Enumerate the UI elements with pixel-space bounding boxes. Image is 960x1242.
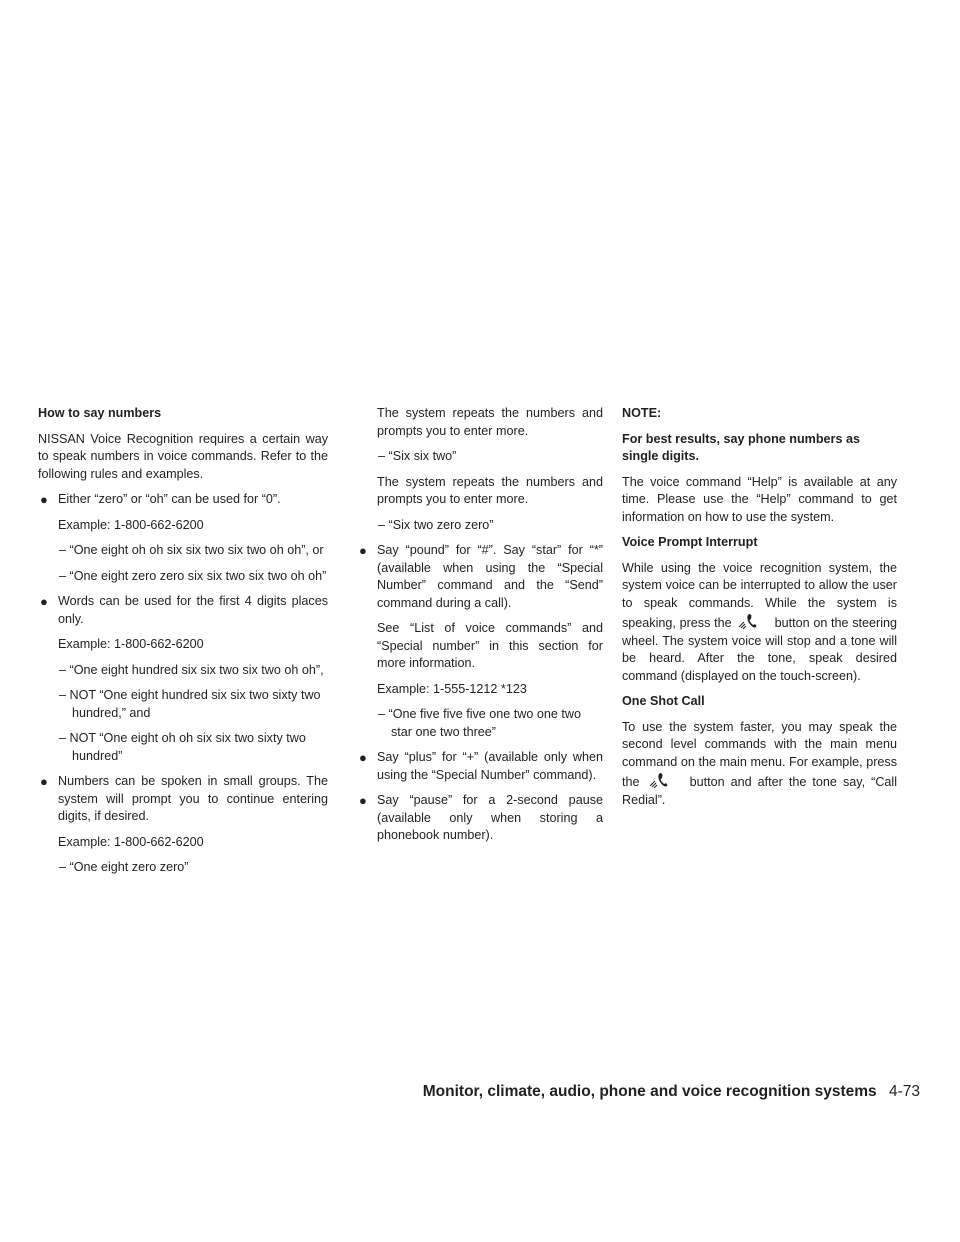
bullet-icon: ● [40,492,48,507]
page-number: 4-73 [888,1083,920,1100]
paragraph: The system repeats the numbers and prompts you to enter more. [377,406,603,438]
example-line: Example: 1-800-662-6200 [58,637,204,651]
example-line: Example: 1-800-662-6200 [58,517,204,532]
example-line: Example: 1-555-1212 *123 [377,681,527,696]
dash-item: – “One eight zero zero” [59,860,189,874]
footer-section-title: Monitor, climate, audio, phone and voice recognition systems [422,1083,877,1100]
note-bold-text: For best results, say phone numbers as single digits. [622,431,860,463]
column-left [38,405,328,885]
see-also-line: See “List of voice commands” and “Special number” in this section for more information. [377,621,603,670]
voice-talk-icon [648,771,670,789]
note-text: The voice command “Help” is available at any time. Please use the “Help” command to get information on how to use the system. [622,474,897,524]
dash-item: – “One eight hundred six six two six two oh oh”, [59,662,324,677]
bullet-small-groups [38,773,328,826]
column-right [622,405,897,817]
bullet-text: Words can be used for the first 4 digits places only. [58,594,328,626]
bullet-icon: ● [40,594,48,609]
bullet-first-four-digits [38,593,328,628]
bullet-zero-or-oh [38,491,328,509]
page-footer [423,1083,920,1101]
intro-paragraph: NISSAN Voice Recognition requires a certain way to speak numbers in voice commands. Refer to the following rules and examples. [38,431,328,481]
bullet-text: Say “pause” for a 2-second pause (available only when storing a phonebook number). [377,793,603,842]
osc-text-b: button and after the tone say, “Call Redial”. [622,775,898,807]
bullet-text: Numbers can be spoken in small groups. The system will prompt you to continue entering digits, if desired. [58,774,328,823]
bullet-icon: ● [40,774,48,789]
voice-talk-icon [737,612,759,630]
heading-voice-prompt-interrupt: Voice Prompt Interrupt [622,535,758,549]
dash-item: – “One five five five one two one two star one two three” [378,707,582,739]
bullet-icon: ● [359,543,367,558]
bullet-icon: ● [359,750,367,765]
bullet-text: Say “plus” for “+” (available only when using the “Special Number” command). [377,750,603,782]
dash-item: – “One eight zero zero six six two six two oh oh” [59,568,327,583]
note-label: NOTE: [622,406,662,420]
dash-item: – “Six six two” [378,449,457,463]
paragraph: The system repeats the numbers and prompts you to enter more. [377,474,603,506]
dash-item: – “Six two zero zero” [378,517,494,532]
bullet-pause [357,792,603,845]
dash-item: – NOT “One eight oh oh six six two sixty two hundred” [59,731,306,763]
dash-item: – NOT “One eight hundred six six two sixty two hundred,” and [59,688,321,720]
bullet-plus [357,749,603,784]
column-middle [357,405,603,853]
dash-item: – “One eight oh oh six six two six two oh oh”, or [59,543,324,557]
one-shot-call-text [622,719,897,810]
example-line: Example: 1-800-662-6200 [58,834,204,849]
heading-how-to-say-numbers: How to say numbers [38,406,162,420]
bullet-text: Either “zero” or “oh” can be used for “0”. [58,492,281,506]
bullet-icon: ● [359,793,367,808]
vpi-text-a: While using the voice recognition system, the system voice can be interrupted to allow the user to speak commands. While the system is speaking, press the [622,560,897,630]
bullet-pound-star [357,542,603,612]
voice-prompt-interrupt-text [622,560,897,686]
vpi-text-b: button on the steering wheel. The system voice will stop and a tone will be heard. After the tone, speak desired command (displayed on the touch-screen). [622,616,898,683]
heading-one-shot-call: One Shot Call [622,694,705,708]
osc-text-a: To use the system faster, you may speak the second level commands with the main menu command on the main menu. For example, press the [622,719,897,789]
bullet-text: Say “pound” for “#”. Say “star” for “*” (available when using the “Special Number” command and the “Send” command during a call). [377,543,603,610]
